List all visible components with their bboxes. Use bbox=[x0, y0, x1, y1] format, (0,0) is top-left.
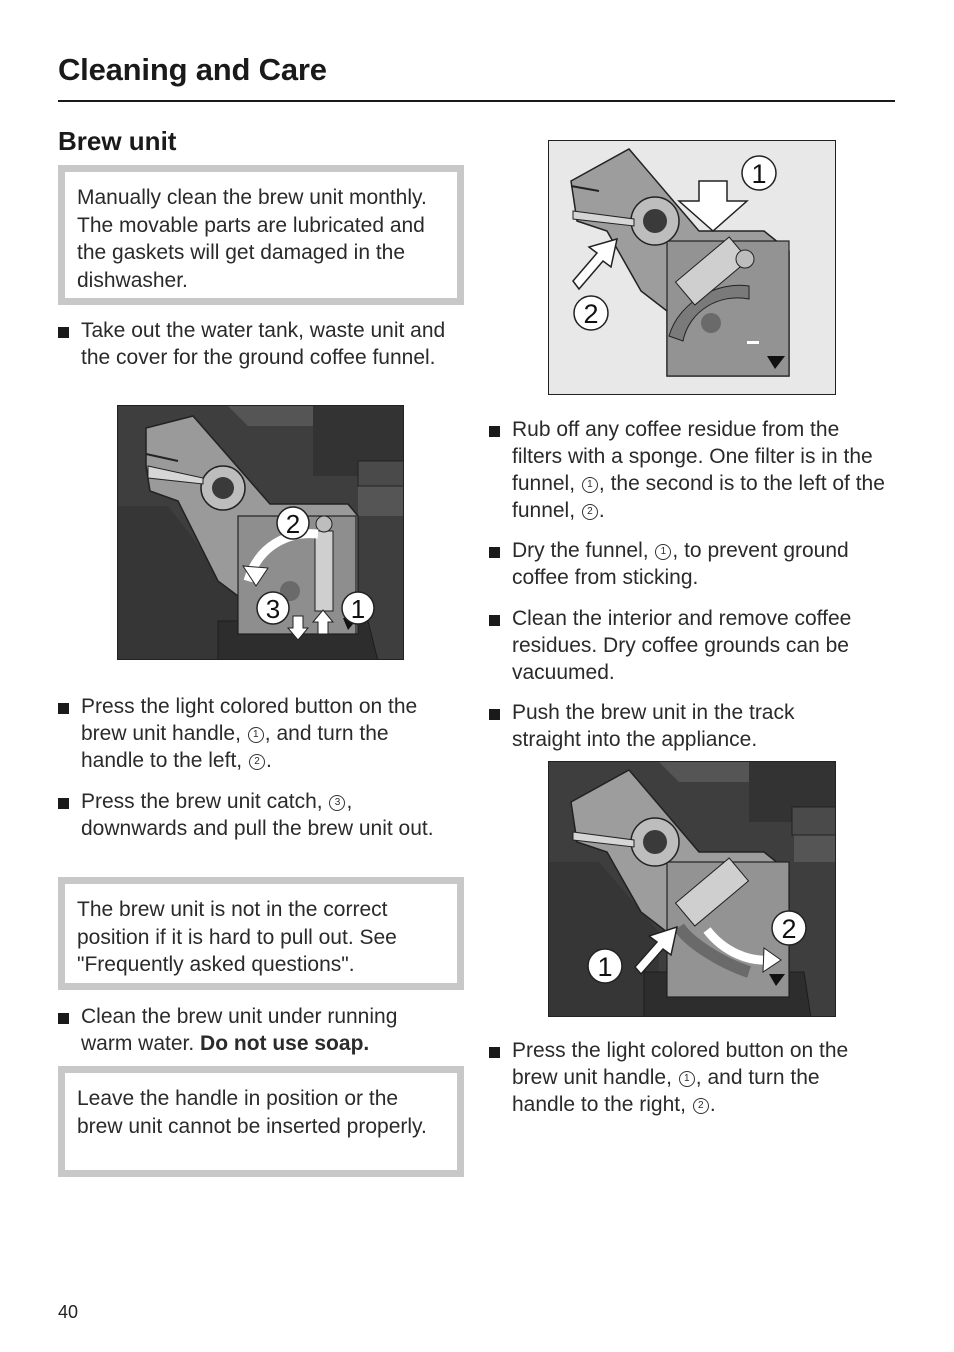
bullet-square-icon bbox=[58, 798, 69, 809]
step-text: Rub off any coffee residue from the filters with a sponge. One filter is in the funnel, bbox=[512, 418, 873, 495]
step-text: Clean the interior and remove coffee residues. Dry coffee grounds can be vacuumed. bbox=[512, 607, 852, 684]
step-text: . bbox=[598, 499, 605, 522]
bullet-square-icon bbox=[489, 1047, 500, 1058]
step-text: . bbox=[265, 749, 272, 772]
figure-brew-unit-filters bbox=[548, 140, 836, 395]
marker-2: 2 bbox=[582, 504, 598, 520]
step-text: Press the brew unit catch, bbox=[81, 790, 323, 813]
page-header-title: Cleaning and Care bbox=[58, 52, 327, 87]
bullet-square-icon bbox=[58, 703, 69, 714]
marker-1: 1 bbox=[751, 159, 767, 189]
note-box-monthly-cleaning bbox=[58, 165, 464, 305]
step-text: Push the brew unit in the track straight into the appliance. bbox=[512, 701, 795, 751]
note-box-position bbox=[58, 877, 464, 990]
marker-2: 2 bbox=[249, 754, 265, 770]
bullet-square-icon bbox=[58, 1013, 69, 1024]
step-rub-residue bbox=[489, 416, 889, 526]
step-clean-interior bbox=[489, 605, 889, 687]
marker-3: 3 bbox=[329, 795, 345, 811]
page-number: 40 bbox=[58, 1302, 79, 1322]
step-text: Press the light colored button on the brew unit handle, bbox=[81, 695, 418, 745]
marker-1: 1 bbox=[350, 594, 366, 624]
bullet-square-icon bbox=[489, 615, 500, 626]
marker-1: 1 bbox=[248, 727, 264, 743]
step-text: Take out the water tank, waste unit and the cover for the ground coffee funnel. bbox=[81, 319, 446, 369]
step-turn-handle-left bbox=[58, 693, 458, 775]
step-text: , and turn the handle to the left, bbox=[81, 722, 389, 772]
step-clean-water bbox=[58, 1003, 458, 1059]
step-push-brew-unit bbox=[489, 699, 889, 755]
step-text: . bbox=[709, 1093, 716, 1116]
step-dry-funnel bbox=[489, 537, 889, 593]
section-title: Brew unit bbox=[58, 126, 177, 156]
note-text: Leave the handle in position or the brew unit cannot be inserted properly. bbox=[77, 1087, 427, 1138]
step-text: , the second is to the left of the funnel, bbox=[512, 472, 885, 522]
step-text: , downwards and pull the brew unit out. bbox=[81, 790, 434, 840]
marker-2: 2 bbox=[781, 914, 797, 944]
step-press-catch bbox=[58, 788, 458, 870]
step-text: Clean the brew unit under running warm water. bbox=[81, 1005, 398, 1055]
marker-1: 1 bbox=[582, 477, 598, 493]
bullet-square-icon bbox=[489, 709, 500, 720]
note-text: Manually clean the brew unit monthly. The movable parts are lubricated and the gaskets will get damaged in the dishwasher. bbox=[77, 186, 427, 292]
marker-2: 2 bbox=[583, 299, 599, 329]
marker-2: 2 bbox=[693, 1098, 709, 1114]
bullet-square-icon bbox=[58, 327, 69, 338]
step-text: , to prevent ground coffee from sticking. bbox=[512, 539, 849, 589]
marker-2: 2 bbox=[285, 509, 301, 539]
marker-3: 3 bbox=[265, 594, 281, 624]
step-text: Dry the funnel, bbox=[512, 539, 649, 562]
step-remove-parts bbox=[58, 317, 458, 399]
header-divider bbox=[58, 100, 895, 102]
note-text: The brew unit is not in the correct position if it is hard to pull out. See "Frequently asked questions". bbox=[77, 898, 397, 976]
bullet-square-icon bbox=[489, 547, 500, 558]
marker-1: 1 bbox=[655, 544, 671, 560]
step-turn-handle-right bbox=[489, 1037, 889, 1119]
warning-text: Do not use soap. bbox=[200, 1032, 370, 1055]
step-text: , and turn the handle to the right, bbox=[512, 1066, 820, 1116]
marker-1: 1 bbox=[679, 1071, 695, 1087]
marker-1: 1 bbox=[597, 952, 613, 982]
figure-brew-unit-removal bbox=[117, 405, 404, 660]
bullet-square-icon bbox=[489, 426, 500, 437]
figure-brew-unit-insert bbox=[548, 761, 836, 1017]
note-box-handle bbox=[58, 1066, 464, 1177]
step-text: Press the light colored button on the brew unit handle, bbox=[512, 1039, 849, 1089]
